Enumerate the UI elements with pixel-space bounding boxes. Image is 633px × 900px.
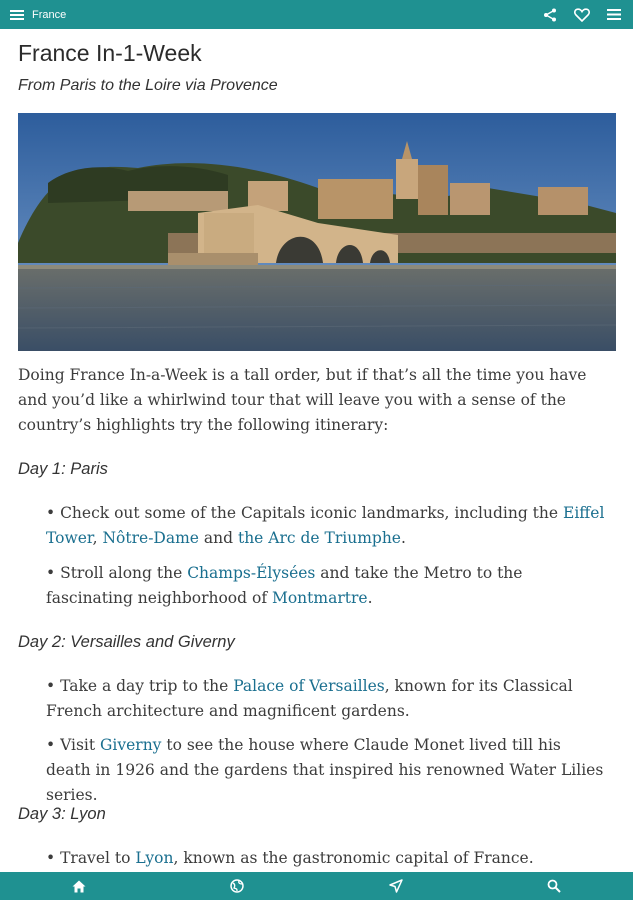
day-3-heading: Day 3: Lyon [18,805,106,823]
app-bar [0,0,633,29]
share-icon[interactable] [541,6,559,24]
search-icon[interactable] [534,872,574,900]
link-palace-of-versailles[interactable]: Palace of Versailles [233,677,385,695]
navigate-icon[interactable] [376,872,416,900]
link-eiffel-tower[interactable]: Eiffel Tower [46,504,605,547]
bottom-nav [0,872,633,900]
article-subtitle: From Paris to the Loire via Provence [18,77,278,94]
menu-icon[interactable] [6,0,28,29]
day-1-bullet-2: • Stroll along the Champs-Élysées and take the Metro to the fascinating neighborhood of Montmartre. [46,564,523,607]
day-2-bullet-2: • Visit Giverny to see the house where Claude Monet lived till his death in 1926 and the gardens that inspired his renowned Water Lilies series. [46,736,604,804]
globe-icon[interactable] [217,872,257,900]
link-notre-dame[interactable]: Nôtre-Dame [102,529,199,547]
article-title: France In-1-Week [18,40,202,66]
day-1-heading: Day 1: Paris [18,460,108,478]
heart-icon[interactable] [573,6,591,24]
app-bar-actions [541,0,623,29]
day-2-heading: Day 2: Versailles and Giverny [18,633,235,651]
day-2-bullet-1: • Take a day trip to the Palace of Versailles, known for its Classical French architecture and magnificent gardens. [46,677,573,720]
list-icon[interactable] [605,6,623,24]
day-1-bullet-1: • Check out some of the Capitals iconic landmarks, including the Eiffel Tower, Nôtre-Dame and the Arc de Triumphe. [46,504,605,547]
intro-paragraph: Doing France In-a-Week is a tall order, but if that’s all the time you have and you’d like a whirlwind tour that will leave you with a sense of the country’s highlights try the following itinerary: [18,366,587,434]
link-giverny[interactable]: Giverny [100,736,162,754]
article-content[interactable] [0,29,633,872]
link-montmartre[interactable]: Montmartre [271,589,368,607]
home-icon[interactable] [59,872,99,900]
app-bar-title: France [32,8,67,21]
link-champs-elysees[interactable]: Champs-Élysées [187,564,316,582]
day-3-bullet-1: • Travel to Lyon, known as the gastronomic capital of France. [46,849,534,867]
link-arc-de-triumphe[interactable]: the Arc de Triumphe [237,529,401,547]
hero-image [18,113,616,351]
link-lyon[interactable]: Lyon [135,849,174,867]
